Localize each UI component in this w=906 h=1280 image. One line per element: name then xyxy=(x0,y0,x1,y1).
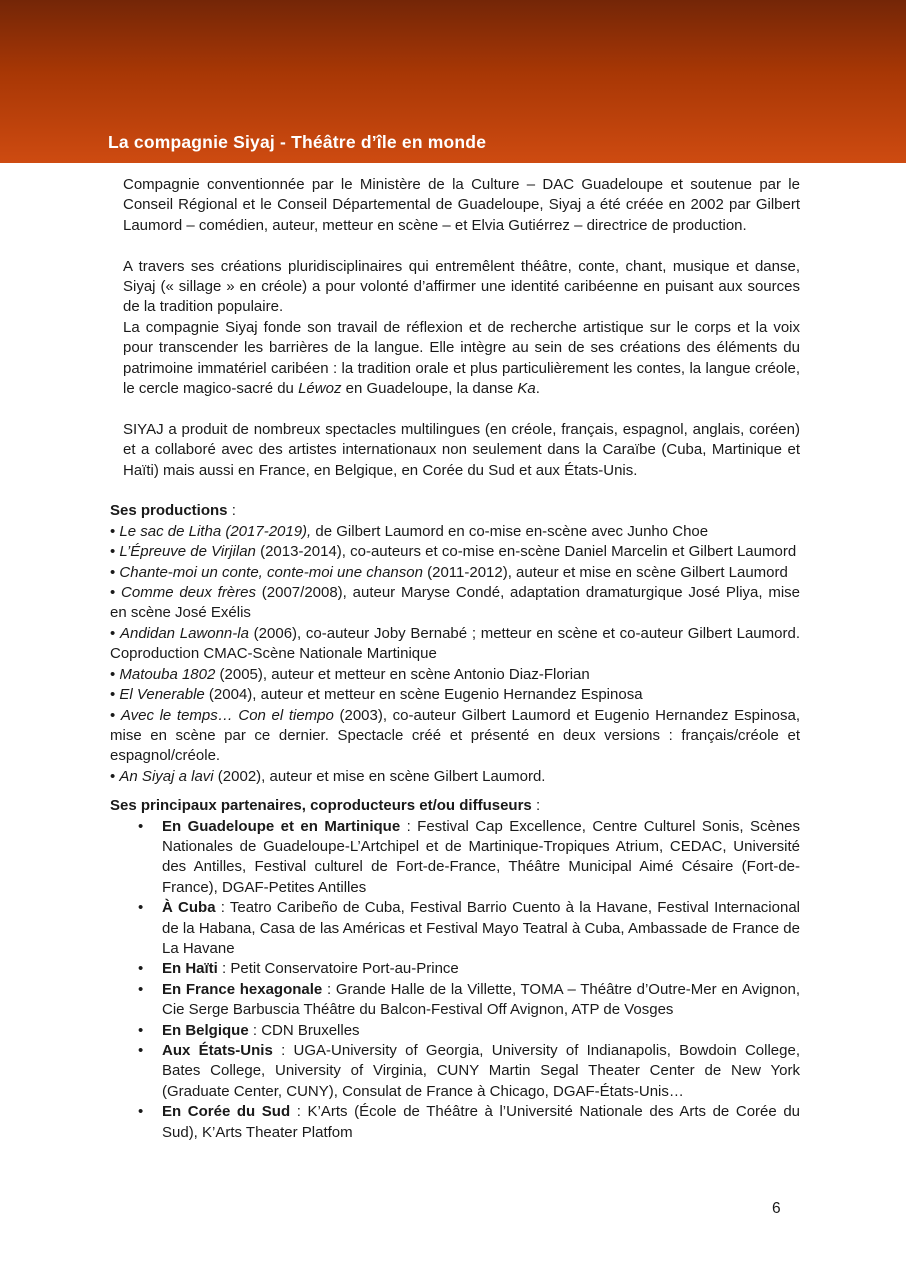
intro-paragraph-3: La compagnie Siyaj fonde son travail de réflexion et de recherche artistique sur le corps et la voix pour transcender les barrières de la langue. Elle intègre au sein de ses créations des éléments du patrimoine immatériel caribéen : la tradition orale et plus particulièrement les contes, la langue créole, le cercle magico-sacré du Léwoz en Guadeloupe, la danse Ka. xyxy=(123,318,800,398)
partners-list xyxy=(110,817,800,1144)
production-item: • Matouba 1802 (2005), auteur et metteur en scène Antonio Diaz-Florian xyxy=(110,665,590,683)
production-item: • Andidan Lawonn-la (2006), co-auteur Joby Bernabé ; metteur en scène et co-auteur Gilbert Laumord. Coproduction CMAC-Scène Nationale Martinique xyxy=(110,624,800,663)
partner-item-haiti: • En Haïti : Petit Conservatoire Port-au-Prince xyxy=(110,959,800,979)
header-banner xyxy=(0,0,906,163)
partner-item-cuba: • À Cuba : Teatro Caribeño de Cuba, Festival Barrio Cuento à la Havane, Festival Internacional de la Habana, Casa de las Américas et Festival Mayo Teatral à Cuba, Ambassade de France de La Havane xyxy=(110,898,800,959)
partner-item-etats-unis: • Aux États-Unis : UGA-University of Georgia, University of Indianapolis, Bowdoin College, Bates College, University of Virginia, CUNY Martin Segal Theater Center de New York (Graduate Center, CUNY), Consulat de France à Chicago, DGAF-États-Unis… xyxy=(110,1041,800,1102)
productions-heading: Ses productions : xyxy=(110,502,236,520)
partners-heading: Ses principaux partenaires, coproducteurs et/ou diffuseurs : xyxy=(110,797,541,815)
partner-item-belgique: • En Belgique : CDN Bruxelles xyxy=(110,1021,800,1041)
intro-paragraph-4: SIYAJ a produit de nombreux spectacles multilingues (en créole, français, espagnol, anglais, coréen) et a collaboré avec des artistes internationaux non seulement dans la Caraïbe (Cuba, Martinique et Haïti) mais aussi en France, en Belgique, en Corée du Sud et aux États-Unis. xyxy=(123,420,800,479)
partner-item-france-hexagonale: • En France hexagonale : Grande Halle de la Villette, TOMA – Théâtre d’Outre-Mer en Avignon, Cie Serge Barbuscia Théâtre du Balcon-Festival Off Avignon, ATP de Vosges xyxy=(110,980,800,1021)
intro-paragraph-1: Compagnie conventionnée par le Ministère de la Culture – DAC Guadeloupe et soutenue par le Conseil Régional et le Conseil Départemental de Guadeloupe, Siyaj a été créée en 2002 par Gilbert Laumord – comédien, auteur, metteur en scène – et Elvia Gutiérrez – directrice de production. xyxy=(123,176,800,234)
production-item: • Avec le temps… Con el tiempo (2003), co-auteur Gilbert Laumord et Eugenio Hernandez Espinosa, mise en scène par ce dernier. Spectacle créé et présenté en deux versions : français/créole et espagnol/créole. xyxy=(110,706,800,765)
production-item: • El Venerable (2004), auteur et metteur en scène Eugenio Hernandez Espinosa xyxy=(110,686,643,704)
production-item: • Le sac de Litha (2017-2019), de Gilbert Laumord en co-mise en-scène avec Junho Choe xyxy=(110,522,709,540)
page-content xyxy=(0,163,906,1143)
production-item: • L’Épreuve de Virjilan (2013-2014), co-auteurs et co-mise en-scène Daniel Marcelin et Gilbert Laumord xyxy=(110,543,797,561)
intro-paragraph-2: A travers ses créations pluridisciplinaires qui entremêlent théâtre, conte, chant, musique et danse, Siyaj (« sillage » en créole) a pour volonté d’affirmer une identité caribéenne en puisant aux sources de la tradition populaire. xyxy=(123,257,800,316)
partner-item-coree-du-sud: • En Corée du Sud : K’Arts (École de Théâtre à l’Université Nationale des Arts de Corée du Sud), K’Arts Theater Platfom xyxy=(110,1102,800,1143)
document-title: La compagnie Siyaj - Théâtre d’île en monde xyxy=(108,132,487,152)
partner-item-guadeloupe-martinique: • En Guadeloupe et en Martinique : Festival Cap Excellence, Centre Culturel Sonis, Scènes Nationales de Guadeloupe-L’Artchipel et de Martinique-Tropiques Atrium, CEDAC, Université des Antilles, Festival culturel de Fort-de-France, Théâtre Municipal Aimé Césaire (Fort-de-France), DGAF-Petites Antilles xyxy=(110,817,800,899)
page-number: 6 xyxy=(772,1200,781,1217)
production-item: • An Siyaj a lavi (2002), auteur et mise en scène Gilbert Laumord. xyxy=(110,767,546,785)
production-item: • Chante-moi un conte, conte-moi une chanson (2011-2012), auteur et mise en scène Gilbert Laumord xyxy=(110,563,788,581)
production-item: • Comme deux frères (2007/2008), auteur Maryse Condé, adaptation dramaturgique José Pliya, mise en scène José Exélis xyxy=(110,584,801,622)
